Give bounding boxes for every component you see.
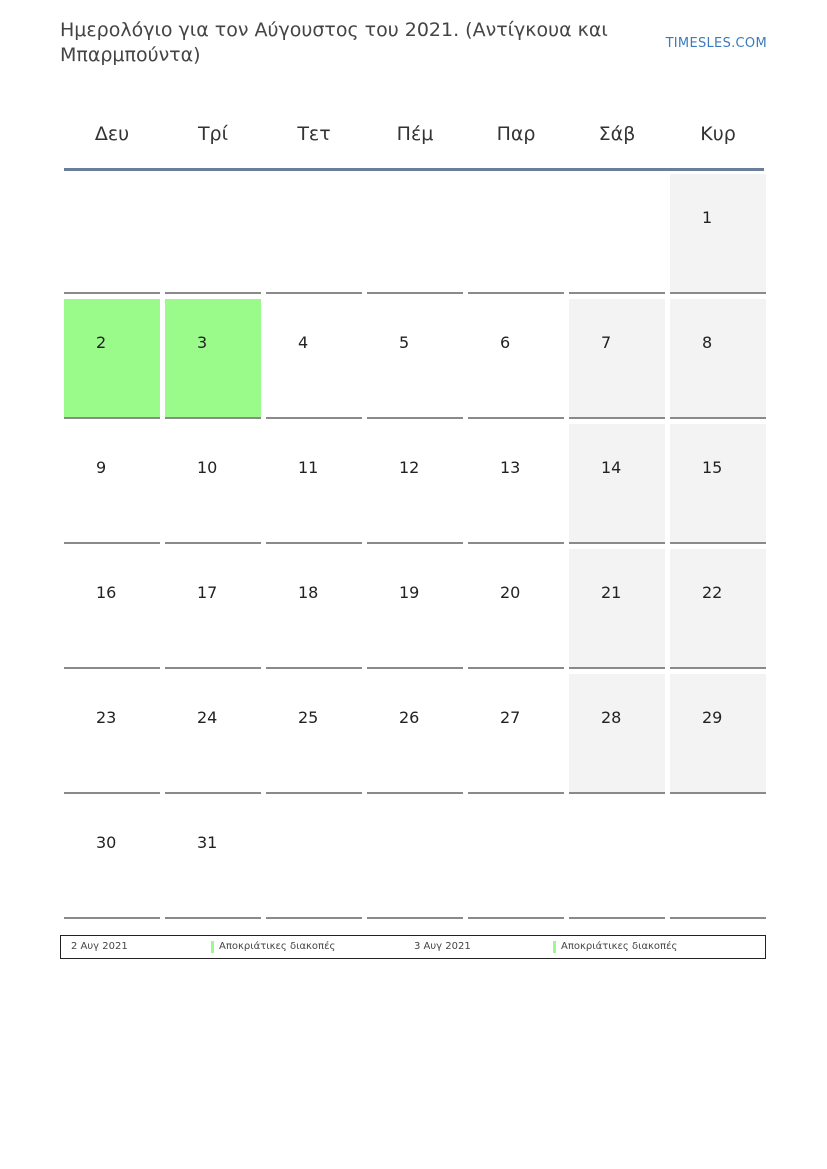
day-cell: [569, 174, 665, 294]
day-number: 23: [96, 708, 117, 727]
day-number: 22: [702, 583, 723, 602]
day-cell: [64, 299, 160, 419]
day-cell: [670, 799, 766, 919]
day-cell: [468, 674, 564, 794]
day-cell: [266, 549, 362, 669]
day-cell: [569, 674, 665, 794]
day-number: 11: [298, 458, 319, 477]
day-cell: [64, 174, 160, 294]
day-cell: [367, 674, 463, 794]
day-number: 10: [197, 458, 218, 477]
day-number: 25: [298, 708, 319, 727]
weekday-fri: Παρ: [496, 123, 536, 145]
day-cell: [367, 799, 463, 919]
weekday-sun: Κυρ: [700, 123, 736, 145]
day-cell: [670, 299, 766, 419]
day-cell: [165, 299, 261, 419]
day-cell: [266, 299, 362, 419]
holiday-legend: [60, 935, 766, 959]
day-number: 28: [601, 708, 622, 727]
day-cell: [670, 174, 766, 294]
day-number: 26: [399, 708, 420, 727]
day-number: 17: [197, 583, 218, 602]
day-cell: [64, 674, 160, 794]
day-cell: [165, 424, 261, 544]
day-number: 20: [500, 583, 521, 602]
day-cell: [64, 799, 160, 919]
day-cell: [569, 424, 665, 544]
weekday-thu: Πέμ: [396, 123, 434, 145]
day-number: 4: [298, 333, 309, 352]
day-cell: [670, 424, 766, 544]
day-number: 27: [500, 708, 521, 727]
day-number: 29: [702, 708, 723, 727]
day-number: 13: [500, 458, 521, 477]
day-cell: [468, 174, 564, 294]
day-number: 16: [96, 583, 117, 602]
weekday-header: [64, 100, 764, 171]
day-cell: [670, 549, 766, 669]
day-cell: [569, 299, 665, 419]
day-cell: [64, 424, 160, 544]
day-number: 2: [96, 333, 107, 352]
day-cell: [165, 174, 261, 294]
day-cell: [468, 799, 564, 919]
day-cell: [165, 674, 261, 794]
day-number: 1: [702, 208, 713, 227]
day-number: 8: [702, 333, 713, 352]
brand-link[interactable]: TIMESLES.COM: [665, 36, 767, 51]
weekday-mon: Δευ: [94, 123, 130, 145]
day-cell: [165, 549, 261, 669]
day-cell: [266, 674, 362, 794]
day-cell: [64, 549, 160, 669]
day-cell: [367, 299, 463, 419]
day-number: 31: [197, 833, 218, 852]
day-number: 18: [298, 583, 319, 602]
holiday-color-swatch: [553, 941, 556, 953]
day-cell: [266, 424, 362, 544]
weekday-wed: Τετ: [297, 123, 331, 145]
day-cell: [569, 549, 665, 669]
day-cell: [468, 424, 564, 544]
day-cell: [569, 799, 665, 919]
day-number: 14: [601, 458, 622, 477]
day-number: 6: [500, 333, 511, 352]
day-cell: [266, 799, 362, 919]
legend-date: 2 Αυγ 2021: [71, 941, 128, 952]
day-number: 9: [96, 458, 107, 477]
day-cell: [468, 549, 564, 669]
day-number: 5: [399, 333, 410, 352]
day-number: 21: [601, 583, 622, 602]
day-cell: [670, 674, 766, 794]
day-cell: [367, 549, 463, 669]
day-cell: [367, 424, 463, 544]
day-cell: [367, 174, 463, 294]
calendar-grid: [64, 174, 764, 919]
day-cell: [266, 174, 362, 294]
legend-holiday-name: Αποκριάτικες διακοπές: [561, 941, 678, 952]
day-number: 19: [399, 583, 420, 602]
holiday-color-swatch: [211, 941, 214, 953]
day-number: 7: [601, 333, 612, 352]
day-number: 3: [197, 333, 208, 352]
weekday-tue: Τρί: [197, 123, 229, 145]
day-number: 15: [702, 458, 723, 477]
page-title: Ημερολόγιο για τον Αύγουστος του 2021. (Αντίγκουα και Μπαρμπούντα): [60, 19, 608, 66]
legend-date: 3 Αυγ 2021: [414, 941, 471, 952]
day-cell: [468, 299, 564, 419]
day-number: 24: [197, 708, 218, 727]
day-number: 30: [96, 833, 117, 852]
day-number: 12: [399, 458, 420, 477]
legend-holiday-name: Αποκριάτικες διακοπές: [219, 941, 336, 952]
day-cell: [165, 799, 261, 919]
weekday-sat: Σάβ: [598, 123, 636, 145]
